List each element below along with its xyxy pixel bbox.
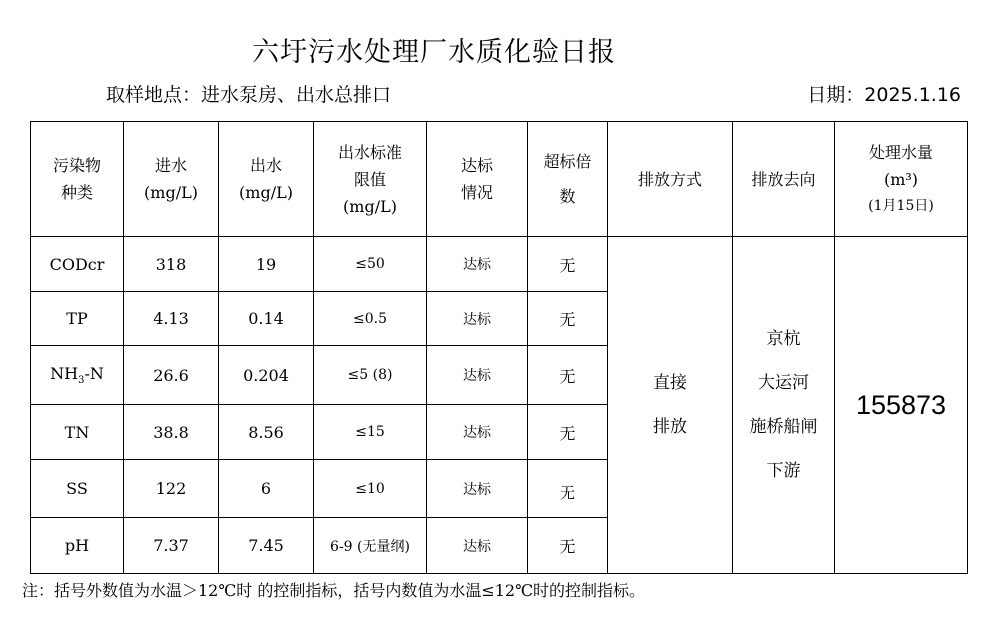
limit-cell: ≤15 bbox=[314, 405, 427, 460]
limit-cell: ≤10 bbox=[314, 460, 427, 518]
header-inflow-line1: 进水 bbox=[154, 156, 187, 175]
status-cell: 达标 bbox=[427, 518, 528, 574]
inflow-cell: 7.37 bbox=[124, 518, 219, 574]
table-row bbox=[31, 237, 968, 292]
pollutant-cell: SS bbox=[31, 460, 124, 518]
header-volume-unit: (m³) bbox=[883, 169, 919, 189]
pollutant-formula: NH bbox=[50, 363, 79, 383]
header-inflow bbox=[124, 122, 219, 237]
treated-volume-cell: 155873 bbox=[835, 237, 968, 574]
inflow-cell: 122 bbox=[124, 460, 219, 518]
exceed-cell: 无 bbox=[528, 346, 608, 405]
header-outflow-line1: 出水 bbox=[249, 156, 282, 175]
discharge-direction-line: 大运河 bbox=[758, 373, 809, 393]
header-outflow-unit: (mg/L) bbox=[239, 183, 293, 202]
header-pollutant-line1: 污染物 bbox=[52, 156, 101, 175]
sampling-location: 取样地点：进水泵房、出水总排口 bbox=[106, 84, 392, 106]
header-outflow bbox=[219, 122, 314, 237]
header-limit-unit: (mg/L) bbox=[343, 196, 397, 216]
header-limit-line1: 出水标准 bbox=[337, 142, 402, 162]
inflow-cell: 4.13 bbox=[124, 292, 219, 346]
discharge-method-cell bbox=[608, 237, 733, 574]
outflow-cell: 7.45 bbox=[219, 518, 314, 574]
header-inflow-unit: (mg/L) bbox=[144, 183, 198, 202]
exceed-cell: 无 bbox=[528, 518, 608, 574]
outflow-cell: 8.56 bbox=[219, 405, 314, 460]
pollutant-cell: pH bbox=[31, 518, 124, 574]
discharge-direction-line: 京杭 bbox=[766, 329, 801, 349]
exceed-cell: 无 bbox=[528, 405, 608, 460]
status-cell: 达标 bbox=[427, 346, 528, 405]
pollutant-cell: TN bbox=[31, 405, 124, 460]
header-status bbox=[427, 122, 528, 237]
limit-cell: 6-9 (无量纲) bbox=[314, 518, 427, 574]
limit-cell: ≤0.5 bbox=[314, 292, 427, 346]
outflow-cell: 0.14 bbox=[219, 292, 314, 346]
outflow-cell: 19 bbox=[219, 237, 314, 292]
header-volume-date: (1月15日) bbox=[868, 197, 934, 214]
header-exceed-line1: 超标倍 bbox=[543, 152, 592, 171]
header-discharge-method: 排放方式 bbox=[608, 122, 733, 237]
exceed-cell: 无 bbox=[528, 460, 608, 518]
discharge-method-line: 排放 bbox=[653, 417, 687, 437]
header-discharge-direction: 排放去向 bbox=[733, 122, 835, 237]
report-title: 六圩污水处理厂水质化验日报 bbox=[252, 37, 616, 68]
header-pollutant-line2: 种类 bbox=[60, 183, 93, 202]
limit-cell: ≤50 bbox=[314, 237, 427, 292]
header-status-line1: 达标 bbox=[460, 156, 493, 175]
status-cell: 达标 bbox=[427, 405, 528, 460]
header-row bbox=[31, 122, 968, 237]
pollutant-formula-suffix: -N bbox=[84, 363, 104, 383]
status-cell: 达标 bbox=[427, 460, 528, 518]
inflow-cell: 318 bbox=[124, 237, 219, 292]
status-cell: 达标 bbox=[427, 237, 528, 292]
pollutant-formula-subscript: 3 bbox=[78, 375, 85, 387]
discharge-method-line: 直接 bbox=[653, 373, 687, 393]
footnote: 注：括号外数值为水温＞12℃时 的控制指标，括号内数值为水温≤12℃时的控制指标。 bbox=[22, 581, 646, 600]
inflow-cell: 38.8 bbox=[124, 405, 219, 460]
water-quality-table bbox=[30, 121, 968, 574]
header-volume bbox=[835, 122, 968, 237]
header-volume-line1: 处理水量 bbox=[868, 142, 933, 162]
limit-cell: ≤5 (8) bbox=[314, 346, 427, 405]
header-limit-line2: 限值 bbox=[353, 169, 386, 189]
header-exceed-line2: 数 bbox=[559, 187, 576, 206]
header-limit bbox=[314, 122, 427, 237]
discharge-direction-line: 下游 bbox=[766, 461, 801, 481]
inflow-cell: 26.6 bbox=[124, 346, 219, 405]
discharge-direction-line: 施桥船闸 bbox=[749, 417, 818, 437]
outflow-cell: 6 bbox=[219, 460, 314, 518]
outflow-cell: 0.204 bbox=[219, 346, 314, 405]
report-date: 日期：2025.1.16 bbox=[807, 84, 961, 106]
pollutant-cell: CODcr bbox=[31, 237, 124, 292]
header-exceed bbox=[528, 122, 608, 237]
status-cell: 达标 bbox=[427, 292, 528, 346]
header-status-line2: 情况 bbox=[460, 183, 493, 202]
header-pollutant bbox=[31, 122, 124, 237]
pollutant-cell: TP bbox=[31, 292, 124, 346]
pollutant-cell bbox=[31, 346, 124, 405]
exceed-cell: 无 bbox=[528, 237, 608, 292]
discharge-direction-cell bbox=[733, 237, 835, 574]
exceed-cell: 无 bbox=[528, 292, 608, 346]
